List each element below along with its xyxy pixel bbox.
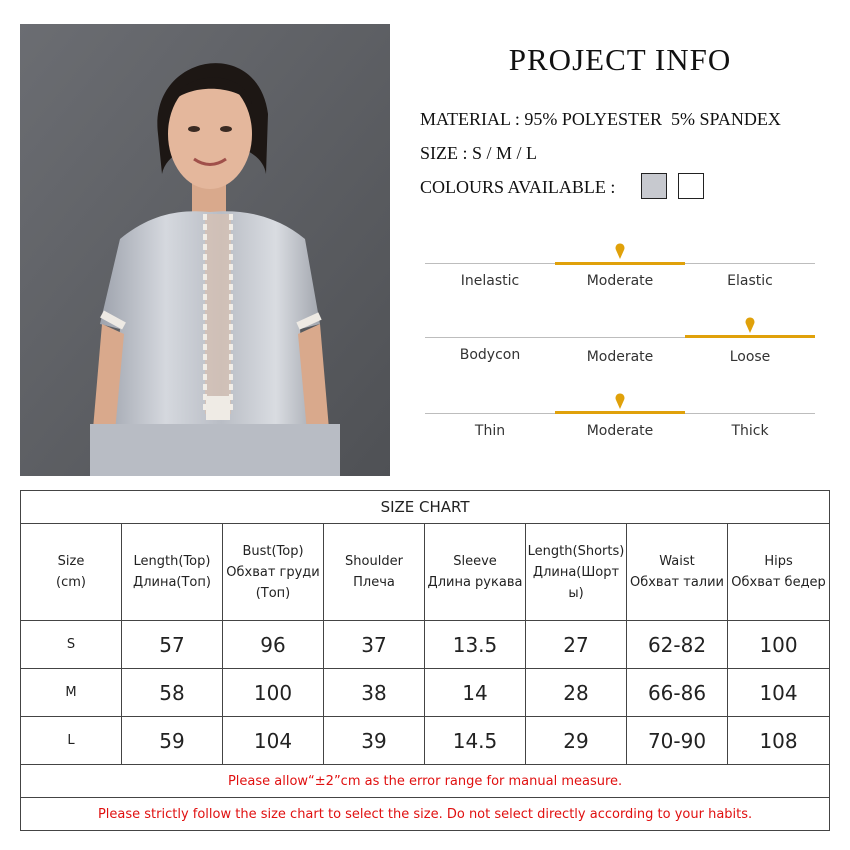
value-cell: 100 [223,669,324,717]
value-cell: 14.5 [425,717,526,765]
header-cell: Length(Top) Длина(Топ) [122,524,223,621]
value-cell: 29 [526,717,627,765]
material-text: MATERIAL : 95% POLYESTER 5% SPANDEX [420,109,781,129]
value-cell: 100 [728,621,830,669]
header-cell: Sleeve Длина рукава [425,524,526,621]
value-cell: 38 [324,669,425,717]
scale-active-segment [555,411,685,414]
header-cell: Waist Обхват талии [627,524,728,621]
table-row [21,717,830,765]
size-chart-table [20,490,830,831]
scale-label: Loose [729,349,771,365]
size-cell: M [21,669,122,717]
value-cell: 13.5 [425,621,526,669]
location-pin-icon [615,393,625,409]
scale-label: Moderate [586,349,654,365]
location-pin-icon [615,243,625,259]
colour-swatch-white [678,173,704,199]
value-cell: 14 [425,669,526,717]
header-cell: Shoulder Плеча [324,524,425,621]
value-cell: 70-90 [627,717,728,765]
value-cell: 104 [728,669,830,717]
error-range-note: Please allow“±2”cm as the error range for manual measure. [21,765,830,798]
size-cell: S [21,621,122,669]
value-cell: 39 [324,717,425,765]
scale-active-segment [555,262,685,265]
location-pin-icon [745,317,755,333]
header-cell: Bust(Top) Обхват груди (Топ) [223,524,324,621]
thickness-scale [425,390,815,450]
elasticity-scale [425,240,815,300]
value-cell: 108 [728,717,830,765]
scale-label: Bodycon [459,347,521,363]
size-text: SIZE : S / M / L [420,143,538,163]
fit-scale [425,314,815,374]
header-cell: Size (cm) [21,524,122,621]
value-cell: 28 [526,669,627,717]
value-cell: 66-86 [627,669,728,717]
table-row [21,621,830,669]
value-cell: 96 [223,621,324,669]
table-row [21,669,830,717]
scale-active-segment [685,335,815,338]
value-cell: 59 [122,717,223,765]
size-chart-header-row [21,524,830,621]
product-photo [20,24,390,476]
header-cell: Length(Shorts) Длина(Шорт ы) [526,524,627,621]
value-cell: 57 [122,621,223,669]
value-cell: 27 [526,621,627,669]
project-info-title: PROJECT INFO [508,42,732,77]
value-cell: 37 [324,621,425,669]
scale-label: Thin [474,423,506,439]
colours-available-label: COLOURS AVAILABLE : [420,177,616,197]
header-cell: Hips Обхват бедер [728,524,830,621]
size-selection-note: Please strictly follow the size chart to select the size. Do not select directly according to your habits. [21,798,830,831]
scale-label: Moderate [586,423,654,439]
scale-label: Elastic [727,273,773,289]
scale-label: Moderate [586,273,654,289]
size-cell: L [21,717,122,765]
size-chart-title: SIZE CHART [21,491,830,524]
model-wearing-top-image [20,24,390,476]
scale-label: Thick [731,423,769,439]
value-cell: 58 [122,669,223,717]
value-cell: 62-82 [627,621,728,669]
colour-swatch-grey [641,173,667,199]
scale-label: Inelastic [460,273,520,289]
value-cell: 104 [223,717,324,765]
